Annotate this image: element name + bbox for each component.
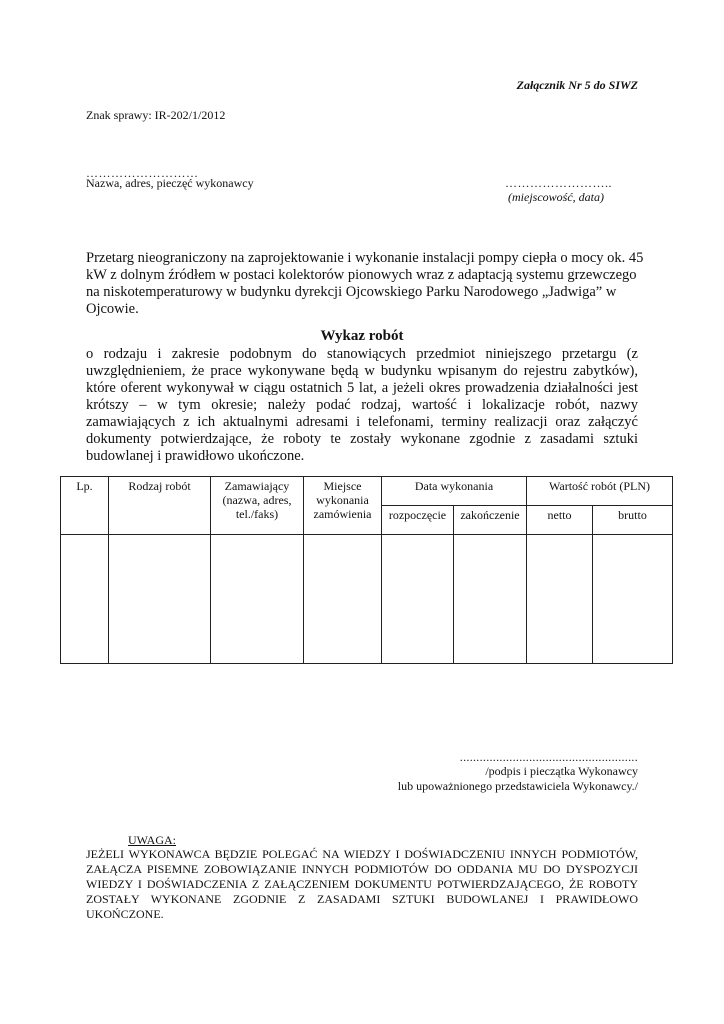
signature-dots: ...................................................... [459,750,638,764]
place-date-label: (miejscowość, data) [508,190,604,204]
note-text: JEŻELI WYKONAWCA BĘDZIE POLEGAĆ NA WIEDZY I DOŚWIADCZENIU INNYCH PODMIOTÓW, ZAŁĄCZA PISEMNE ZOBOWIĄZANIE INNYCH PODMIOTÓW DO ODDANIA MU DO DYSPOZYCJI WIEDZY I DOŚWIADCZENIA Z ZAŁĄCZENIEM DOKUMENTU POTWIERDZAJĄCEGO, ŻE ROBOTY ZOSTAŁY WYKONANE ZGODNIE Z ZASADAMI SZTUKI BUDOWLANEJ I PRAWIDŁOWO UKOŃCZONE. [86,847,638,921]
header-client: Zamawiający (nazwa, adres, tel./faks) [211,477,304,535]
cell-net[interactable] [527,535,593,664]
header-place: Miejsce wykonania zamówienia [304,477,382,535]
note-heading: UWAGA: [128,833,176,847]
header-start: rozpoczęcie [382,506,454,535]
header-type: Rodzaj robót [109,477,211,535]
document-title: Wykaz robót [320,328,404,344]
contractor-dots: ……………………… [86,166,199,180]
works-list-description: o rodzaju i zakresie podobnym do stanowiących przedmiot niniejszego przetargu (z uwzględnieniem, że prace wykonywane będą w budynku wpisanym do rejestru zabytków), które oferent wykonywał w ciągu ostatnich 5 lat, a jeżeli okres prowadzenia działalności jest krótszy – w tym okresie; należy podać rodzaj, wartość i lokalizacje robót, nazwy zamawiających z ich aktualnymi adresami i telefonami, terminy realizacji oraz załączyć dokumenty potwierdzające, że roboty te zostały wykonane zgodnie z zasadami sztuki budowlanej i prawidłowo ukończone. [86,346,638,464]
header-gross: brutto [593,506,673,535]
cell-start[interactable] [382,535,454,664]
header-end: zakończenie [454,506,527,535]
header-net: netto [527,506,593,535]
header-date: Data wykonania [382,477,527,506]
cell-type[interactable] [109,535,211,664]
case-number: Znak sprawy: IR-202/1/2012 [86,108,226,122]
cell-end[interactable] [454,535,527,664]
header-value: Wartość robót (PLN) [527,477,673,506]
place-date-dots: …………………….. [505,176,612,190]
cell-client[interactable] [211,535,304,664]
signature-representative-label: lub upoważnionego przedstawiciela Wykonawcy./ [397,779,638,793]
signature-label: /podpis i pieczątka Wykonawcy [485,764,638,778]
contractor-label: Nazwa, adres, pieczęć wykonawcy [86,176,254,190]
table-header-row [61,477,673,506]
cell-lp[interactable] [61,535,109,664]
cell-gross[interactable] [593,535,673,664]
table-row [61,535,673,664]
annex-label: Załącznik Nr 5 do SIWZ [516,78,638,92]
works-table [60,476,673,664]
tender-description: Przetarg nieograniczony na zaprojektowanie i wykonanie instalacji pompy ciepła o mocy ok. 45 kW z dolnym źródłem w postaci kolektorów pionowych wraz z adaptacją systemu grzewczego na niskotemperaturowy w budynku dyrekcji Ojcowskiego Parku Narodowego „Jadwiga” w Ojcowie. [86,250,644,317]
header-lp: Lp. [61,477,109,535]
cell-place[interactable] [304,535,382,664]
